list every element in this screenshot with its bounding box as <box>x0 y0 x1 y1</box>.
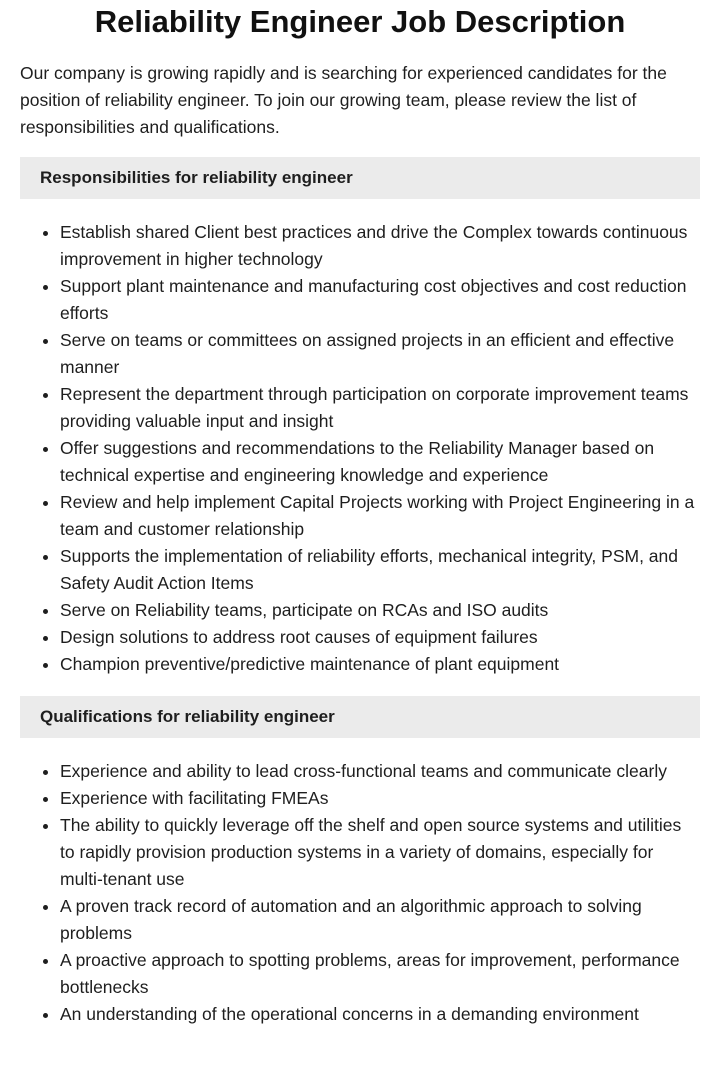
intro-paragraph: Our company is growing rapidly and is searching for experienced candidates for the position of reliability engineer. To join our growing team, please review the list of responsibilities and qualifications. <box>20 63 667 137</box>
list-item: • Establish shared Client best practices and drive the Complex towards continuous improvement in higher technology <box>60 219 700 273</box>
list-item: • Supports the implementation of reliability efforts, mechanical integrity, PSM, and Safety Audit Action Items <box>60 543 700 597</box>
list-item: • Offer suggestions and recommendations to the Reliability Manager based on technical expertise and engineering knowledge and experience <box>60 435 700 489</box>
responsibilities-list <box>20 219 700 678</box>
qualifications-list <box>20 758 700 1028</box>
list-item: • A proactive approach to spotting problems, areas for improvement, performance bottlenecks <box>60 947 700 1001</box>
list-item: • Represent the department through participation on corporate improvement teams providing valuable input and insight <box>60 381 700 435</box>
list-item: • An understanding of the operational concerns in a demanding environment <box>60 1001 700 1028</box>
responsibilities-heading: Responsibilities for reliability engineer <box>20 157 700 199</box>
list-item: • Review and help implement Capital Projects working with Project Engineering in a team and customer relationship <box>60 489 700 543</box>
list-item: • Support plant maintenance and manufacturing cost objectives and cost reduction efforts <box>60 273 700 327</box>
list-item: • Experience with facilitating FMEAs <box>60 785 700 812</box>
list-item: • The ability to quickly leverage off the shelf and open source systems and utilities to rapidly provision production systems in a variety of domains, especially for multi-tenant use <box>60 812 700 893</box>
list-item: • Serve on teams or committees on assigned projects in an efficient and effective manner <box>60 327 700 381</box>
list-item: • Serve on Reliability teams, participate on RCAs and ISO audits <box>60 597 700 624</box>
list-item: • Experience and ability to lead cross-functional teams and communicate clearly <box>60 758 700 785</box>
list-item: • Design solutions to address root causes of equipment failures <box>60 624 700 651</box>
page-title: Reliability Engineer Job Description <box>94 4 626 39</box>
list-item: • A proven track record of automation and an algorithmic approach to solving problems <box>60 893 700 947</box>
list-item: • Champion preventive/predictive maintenance of plant equipment <box>60 651 700 678</box>
qualifications-heading: Qualifications for reliability engineer <box>20 696 700 738</box>
